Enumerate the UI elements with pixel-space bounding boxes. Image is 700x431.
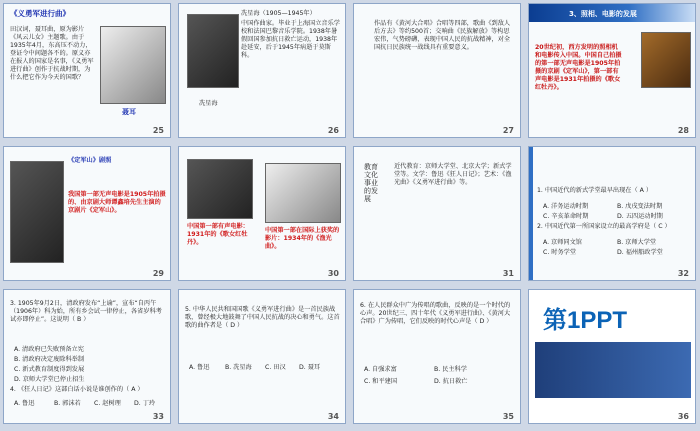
slide-thumbnail-32[interactable] [528, 146, 696, 281]
option: D. 五四运动时期 [617, 213, 663, 220]
slide-thumbnail-33[interactable] [3, 289, 171, 424]
option: C. 田汉 [265, 364, 286, 371]
slide-heading: 教育文化事业的发展 [364, 163, 378, 203]
option: A. 清政府已失败预备立宪 [14, 346, 84, 353]
accent-stripe [529, 147, 533, 280]
option: A. 洋务运动时期 [543, 203, 589, 210]
slide-number: 31 [502, 269, 514, 278]
film-still-photo [187, 159, 253, 219]
option: C. 时务学堂 [543, 249, 577, 256]
question-5: 5. 中华人民共和国国歌《义勇军进行曲》是一首民族战歌，曾经极大地鼓舞了中国人民抗战的决心和勇气。这首歌的曲作者是（ D ） [185, 306, 340, 329]
slide-body: 20世纪初，西方发明的照相机和电影传入中国。中国自己拍摄的第一部无声电影是1905年拍摄的京剧《定军山》，第一部有声电影是1931年拍摄的《歌女红牡丹》。 [535, 44, 622, 91]
slide-body: 中国作曲家。毕业于上海国立音乐学校和法国巴黎音乐学院。1938年暑假回国参加抗日救亡运动，1938年赴延安，后于1945年病逝于莫斯科。 [241, 20, 340, 59]
slide-thumbnail-25[interactable] [3, 3, 171, 138]
slide-body: 我国第一部无声电影是1905年拍摄的、由京剧大师谭鑫培先生主演的京剧片《定军山》。 [68, 191, 166, 214]
question-6: 6. 在人民群众中广为传唱的歌曲，反映的是一个时代的心声。20世纪三、四十年代《义勇军进行曲》、《黄河大合唱》广为传唱，它们反映的时代心声是（ D ） [360, 302, 511, 325]
option: A. 京师同文馆 [543, 239, 582, 246]
caption-right: 中国第一部在国际上获奖的影片：1934年的《渔光曲》。 [265, 227, 340, 250]
slide-number: 26 [327, 126, 339, 135]
slide-number: 36 [677, 412, 689, 421]
option: C. 赵树理 [94, 400, 121, 407]
slide-number: 33 [152, 412, 164, 421]
option: B. 戊戌变法时期 [617, 203, 663, 210]
option: A. 鲁迅 [14, 400, 35, 407]
slide-thumbnail-36[interactable] [528, 289, 696, 424]
camera-photo [641, 32, 691, 88]
question-2: 2. 中国近代第一所国家设立的最高学府是（ C ） [537, 223, 671, 230]
slide-number: 28 [677, 126, 689, 135]
slide-title: 冼星海（1905—1945年） [241, 10, 316, 17]
slide-number: 30 [327, 269, 339, 278]
option: C. 辛亥革命时期 [543, 213, 589, 220]
slide-thumbnail-28[interactable] [528, 3, 696, 138]
option: B. 冼星海 [225, 364, 252, 371]
option: A. 鲁迅 [189, 364, 210, 371]
slide-thumbnail-29[interactable] [3, 146, 171, 281]
slide-thumbnail-35[interactable] [353, 289, 521, 424]
option: D. 聂耳 [299, 364, 321, 371]
slide-title: 《义勇军进行曲》 [10, 9, 70, 18]
question-3: 3. 1905年9月2日，清政府发布“上谕”，宣布“自丙午（1906年）科为始，所有乡会试一律停止，各省岁科考试亦即停止”。这说明（ B ） [10, 300, 162, 323]
banner [535, 342, 691, 398]
caption-left: 中国第一部有声电影：1931年的《歌女红牡丹》。 [187, 223, 249, 246]
opera-photo [10, 161, 64, 263]
option: B. 郭沫若 [54, 400, 81, 407]
slide-number: 27 [502, 126, 514, 135]
slide-title: 3、照相、电影的发展 [569, 10, 637, 18]
option: B. 清政府决定废除科举制 [14, 356, 85, 363]
option: D. 抗日救亡 [434, 378, 468, 385]
option: D. 福州船政学堂 [617, 249, 663, 256]
slide-body: 田汉词，聂耳曲，原为影片《风云儿女》主题歌。由于1935年4月，东高压不动力，登证令中间题各不的。原义亦在报人的国家是名事，《义勇军进行曲》创作于抗战时期，为什么把它作为今天的国歌？ [10, 26, 94, 81]
slide-thumbnail-26[interactable] [178, 3, 346, 138]
film-still-photo [265, 163, 341, 223]
option: C. 新式教育制度得到发展 [14, 366, 85, 373]
slide-thumbnail-30[interactable] [178, 146, 346, 281]
slide-number: 34 [327, 412, 339, 421]
slide-number: 25 [152, 126, 164, 135]
slide-thumbnail-31[interactable] [353, 146, 521, 281]
slide-number: 35 [502, 412, 514, 421]
photo-caption: 聂耳 [122, 108, 136, 116]
option: D. 京师大学堂已停止招生 [14, 376, 85, 383]
option: B. 京师大学堂 [617, 239, 657, 246]
slide-body: 作品有《黄河大合唱》合唱等四部，歌曲《到敌人后方去》等约500首；交响曲《民族解放》等构思宏伟，气势磅礴，表现中国人民的抗战精神，对全国抗日民族统一战线具有重要意义。 [374, 20, 511, 51]
slide-title: 《定军山》剧照 [68, 157, 112, 164]
question-4: 4. 《狂人日记》这部白话小说是谁创作的（ A ） [10, 386, 144, 393]
option: A. 自强求富 [364, 366, 397, 373]
photo-caption: 冼星海 [199, 100, 218, 107]
slide-number: 32 [677, 269, 689, 278]
logo: 第1PPT [543, 307, 628, 334]
portrait-photo [100, 26, 166, 104]
option: C. 和平建国 [364, 378, 398, 385]
option: B. 民主科学 [434, 366, 467, 373]
slide-thumbnail-27[interactable] [353, 3, 521, 138]
option: D. 丁玲 [134, 400, 156, 407]
question-1: 1. 中国近代的新式学堂最早出现在（ A ） [537, 187, 653, 194]
portrait-photo [187, 14, 239, 88]
slide-thumbnail-34[interactable] [178, 289, 346, 424]
slide-body: 近代教育：京师大学堂、北京大学；新式学堂等。文学：鲁迅《狂人日记》；艺术：《渔光曲》《义勇军进行曲》等。 [394, 163, 512, 186]
slide-number: 29 [152, 269, 164, 278]
